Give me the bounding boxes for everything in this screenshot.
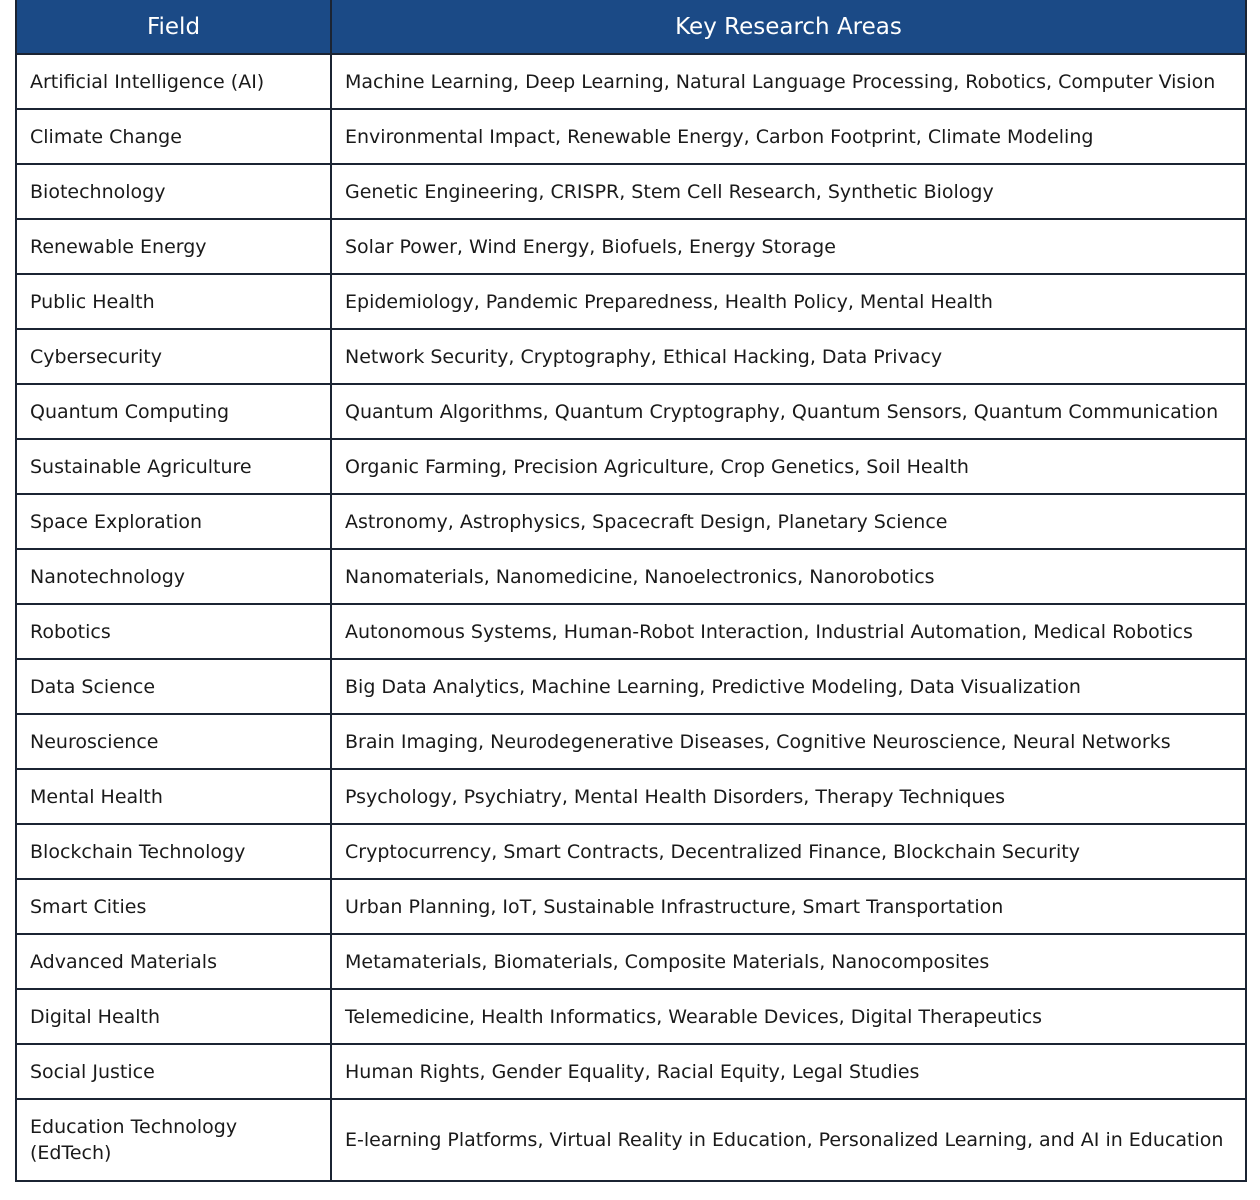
field-cell: Advanced Materials bbox=[16, 934, 331, 989]
field-cell: Education Technology (EdTech) bbox=[16, 1099, 331, 1181]
table-row bbox=[16, 769, 1246, 824]
research-areas-cell: Telemedicine, Health Informatics, Wearable Devices, Digital Therapeutics bbox=[331, 989, 1246, 1044]
table-row bbox=[16, 54, 1246, 109]
field-cell: Mental Health bbox=[16, 769, 331, 824]
field-cell: Smart Cities bbox=[16, 879, 331, 934]
field-cell: Social Justice bbox=[16, 1044, 331, 1099]
field-cell: Robotics bbox=[16, 604, 331, 659]
research-areas-cell: Psychology, Psychiatry, Mental Health Disorders, Therapy Techniques bbox=[331, 769, 1246, 824]
table-row bbox=[16, 109, 1246, 164]
research-fields-table-container bbox=[15, 0, 1245, 1182]
table-row bbox=[16, 824, 1246, 879]
table-row bbox=[16, 384, 1246, 439]
table-row bbox=[16, 659, 1246, 714]
research-areas-cell: Nanomaterials, Nanomedicine, Nanoelectronics, Nanorobotics bbox=[331, 549, 1246, 604]
research-areas-cell: Environmental Impact, Renewable Energy, Carbon Footprint, Climate Modeling bbox=[331, 109, 1246, 164]
field-cell: Sustainable Agriculture bbox=[16, 439, 331, 494]
field-cell: Cybersecurity bbox=[16, 329, 331, 384]
research-areas-cell: Solar Power, Wind Energy, Biofuels, Energy Storage bbox=[331, 219, 1246, 274]
table-row bbox=[16, 989, 1246, 1044]
table-row bbox=[16, 549, 1246, 604]
research-areas-cell: Network Security, Cryptography, Ethical Hacking, Data Privacy bbox=[331, 329, 1246, 384]
field-cell: Blockchain Technology bbox=[16, 824, 331, 879]
research-areas-cell: Cryptocurrency, Smart Contracts, Decentralized Finance, Blockchain Security bbox=[331, 824, 1246, 879]
research-areas-cell: Machine Learning, Deep Learning, Natural Language Processing, Robotics, Computer Vision bbox=[331, 54, 1246, 109]
research-areas-cell: E-learning Platforms, Virtual Reality in Education, Personalized Learning, and AI in Education bbox=[331, 1099, 1246, 1181]
research-areas-cell: Big Data Analytics, Machine Learning, Predictive Modeling, Data Visualization bbox=[331, 659, 1246, 714]
table-header-row bbox=[16, 0, 1246, 54]
field-cell: Public Health bbox=[16, 274, 331, 329]
field-cell: Quantum Computing bbox=[16, 384, 331, 439]
table-row bbox=[16, 714, 1246, 769]
research-areas-cell: Human Rights, Gender Equality, Racial Equity, Legal Studies bbox=[331, 1044, 1246, 1099]
research-areas-cell: Brain Imaging, Neurodegenerative Diseases, Cognitive Neuroscience, Neural Networks bbox=[331, 714, 1246, 769]
header-key-research-areas: Key Research Areas bbox=[331, 0, 1246, 54]
research-areas-cell: Urban Planning, IoT, Sustainable Infrastructure, Smart Transportation bbox=[331, 879, 1246, 934]
field-cell: Biotechnology bbox=[16, 164, 331, 219]
table-row bbox=[16, 934, 1246, 989]
field-cell: Data Science bbox=[16, 659, 331, 714]
research-areas-cell: Astronomy, Astrophysics, Spacecraft Design, Planetary Science bbox=[331, 494, 1246, 549]
table-row bbox=[16, 219, 1246, 274]
research-areas-cell: Genetic Engineering, CRISPR, Stem Cell Research, Synthetic Biology bbox=[331, 164, 1246, 219]
field-cell: Neuroscience bbox=[16, 714, 331, 769]
research-areas-cell: Organic Farming, Precision Agriculture, Crop Genetics, Soil Health bbox=[331, 439, 1246, 494]
field-cell: Nanotechnology bbox=[16, 549, 331, 604]
field-cell: Space Exploration bbox=[16, 494, 331, 549]
research-areas-cell: Autonomous Systems, Human-Robot Interaction, Industrial Automation, Medical Robotics bbox=[331, 604, 1246, 659]
research-areas-cell: Metamaterials, Biomaterials, Composite Materials, Nanocomposites bbox=[331, 934, 1246, 989]
field-cell: Digital Health bbox=[16, 989, 331, 1044]
research-areas-cell: Epidemiology, Pandemic Preparedness, Health Policy, Mental Health bbox=[331, 274, 1246, 329]
field-cell: Artificial Intelligence (AI) bbox=[16, 54, 331, 109]
field-cell: Climate Change bbox=[16, 109, 331, 164]
table-row bbox=[16, 1044, 1246, 1099]
table-row bbox=[16, 439, 1246, 494]
table-row bbox=[16, 274, 1246, 329]
research-fields-table bbox=[15, 0, 1247, 1182]
table-row bbox=[16, 494, 1246, 549]
table-row bbox=[16, 879, 1246, 934]
header-field: Field bbox=[16, 0, 331, 54]
table-row bbox=[16, 604, 1246, 659]
table-row bbox=[16, 1099, 1246, 1181]
field-cell: Renewable Energy bbox=[16, 219, 331, 274]
table-row bbox=[16, 164, 1246, 219]
table-row bbox=[16, 329, 1246, 384]
research-areas-cell: Quantum Algorithms, Quantum Cryptography, Quantum Sensors, Quantum Communication bbox=[331, 384, 1246, 439]
